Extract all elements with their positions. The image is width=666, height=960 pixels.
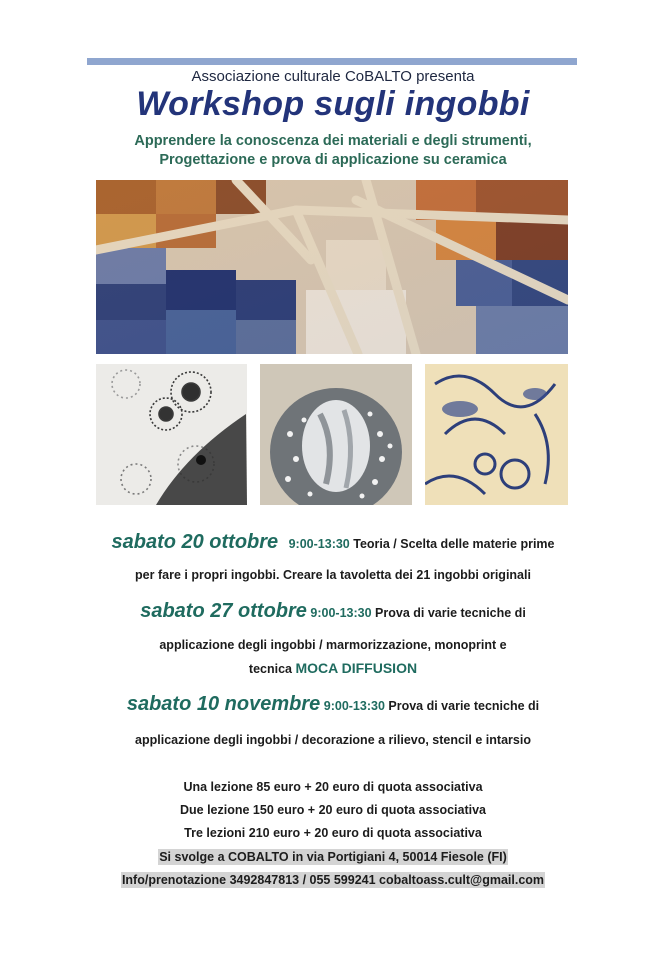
location-line <box>0 850 666 864</box>
moca-diffusion-label: MOCA DIFFUSION <box>295 660 418 676</box>
session-1-desc-2: per fare i propri ingobbi. Creare la tavoletta dei 21 ingobbi originali <box>135 568 531 582</box>
session-2-date: sabato 27 ottobre <box>140 600 307 622</box>
session-2-time: 9:00-13:30 <box>310 606 372 620</box>
session-2-desc-3: tecnica <box>248 662 292 676</box>
tile-samples-photo <box>96 180 568 354</box>
session-3-date: sabato 10 novembre <box>126 693 321 715</box>
price-two-lessons: Due lezione 150 euro + 20 euro di quota associativa <box>179 803 486 817</box>
session-1-date: sabato 20 ottobre <box>111 531 279 553</box>
session-3-desc-2: applicazione degli ingobbi / decorazione a rilievo, stencil e intarsio <box>135 733 531 747</box>
dotted-dome-photo <box>260 364 412 505</box>
location-text: Si svolge a COBALTO in via Portigiani 4, 50014 Fiesole (FI) <box>159 850 507 864</box>
price-one-lesson: Una lezione 85 euro + 20 euro di quota associativa <box>183 780 483 794</box>
session-2-desc-1: Prova di varie tecniche di <box>375 606 526 620</box>
contact-line <box>0 873 666 887</box>
subtitle-line-2: Progettazione e prova di applicazione su ceramica <box>159 152 507 168</box>
top-accent-bar <box>87 58 577 65</box>
session-2-line-1 <box>0 600 666 623</box>
contact-text: Info/prenotazione 3492847813 / 055 599241 cobaltoass.cult@gmail.com <box>121 873 545 887</box>
session-2-line-3 <box>0 660 666 676</box>
subtitle-line-1: Apprendere la conoscenza dei materiali e degli strumenti, <box>134 133 532 149</box>
session-3-desc-1: Prova di varie tecniche di <box>388 699 540 713</box>
session-2-desc-2: applicazione degli ingobbi / marmorizzazione, monoprint e <box>159 638 507 652</box>
session-1-desc-1: Teoria / Scelta delle materie prime <box>353 537 555 551</box>
page-title: Workshop sugli ingobbi <box>136 85 530 123</box>
blue-pattern-tile-photo <box>425 364 568 505</box>
price-three-lessons: Tre lezioni 210 euro + 20 euro di quota associativa <box>184 826 482 840</box>
monoprint-tile-photo <box>96 364 247 505</box>
session-1-line-1 <box>0 531 666 554</box>
presenter-line: Associazione culturale CoBALTO presenta <box>191 68 475 85</box>
session-3-time: 9:00-13:30 <box>323 699 385 713</box>
session-1-time: 9:00-13:30 <box>288 537 350 551</box>
session-3-line-1 <box>0 693 666 716</box>
